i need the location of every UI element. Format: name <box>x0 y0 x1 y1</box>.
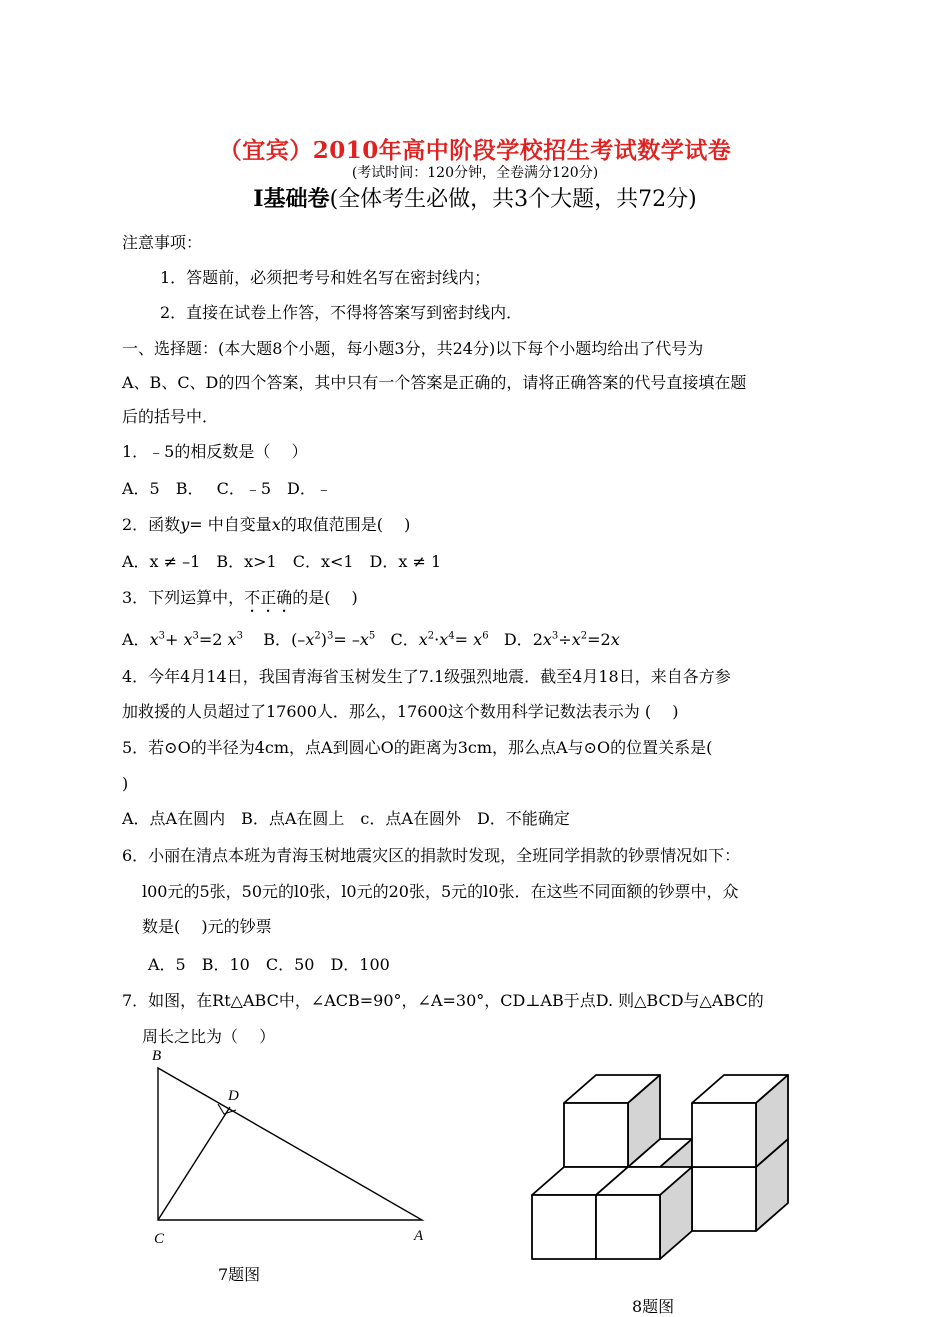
part1-intro-line1: 一、选择题：(本大题8个小题，每小题3分，共24分)以下每个小题均给出了代号为 <box>122 339 704 358</box>
q5-line1: 5．若⊙O的半径为4cm，点A到圆心O的距离为3cm，那么点A与⊙O的位置关系是( <box>122 738 713 757</box>
figure-7-caption: 7题图 <box>218 1265 261 1284</box>
q2-stem-b: = 中自变量 <box>189 515 272 534</box>
q4-line2: 加救援的人员超过了17600人．那么，17600这个数用科学记数法表示为 ( ) <box>122 702 679 721</box>
q3-opt-d-label: D． <box>503 630 533 649</box>
q2-options: A．x ≠ –1 B．x>1 C．x<1 D．x ≠ 1 <box>122 552 442 571</box>
q3-stem-a: 3．下列运算中， <box>122 588 245 607</box>
part1-intro-line2: A、B、C、D的四个答案，其中只有一个答案是正确的，请将正确答案的代号直接填在题 <box>122 373 747 392</box>
q7-line1: 7．如图，在Rt△ABC中，∠ACB=90°，∠A=30°，CD⊥AB于点D. 则△BCD与△ABC的 <box>122 991 764 1010</box>
q4-line1: 4．今年4月14日，我国青海省玉树发生了7.1级强烈地震．截至4月18日，来自各方参 <box>122 667 731 686</box>
label-a: A <box>414 1228 424 1244</box>
section-heading-rest: (全体考生必做，共3个大题，共72分) <box>329 187 697 212</box>
figure-7-triangle <box>130 1040 450 1255</box>
section-heading <box>0 182 950 213</box>
q2-stem <box>122 514 410 536</box>
cube-right-upper-front-face <box>692 1103 756 1167</box>
q6-line3: 数是( )元的钞票 <box>142 917 272 936</box>
label-c: C <box>154 1231 165 1247</box>
cube-upper-left-front-face <box>564 1103 628 1167</box>
exam-subtitle: (考试时间：120分钟，全卷满分120分) <box>351 165 599 181</box>
q1-options: A．5 B． C．﹣5 D．﹣ <box>122 479 332 498</box>
cube-front-right-front-face <box>596 1195 660 1259</box>
altitude-cd <box>158 1107 230 1220</box>
q2-var-y: y <box>180 515 190 534</box>
section-heading-bold: Ⅰ基础卷 <box>253 186 330 212</box>
cube-front-left-front-face <box>532 1195 596 1259</box>
triangle-abc <box>158 1068 422 1220</box>
q6-line1: 6．小丽在清点本班为青海玉树地震灾区的捐款时发现，全班同学捐款的钞票情况如下： <box>122 846 741 865</box>
notes-heading: 注意事项： <box>122 233 203 252</box>
q3-opt-a-label: A． <box>122 630 150 649</box>
q3-opt-b-label: B． <box>263 630 292 649</box>
q3-stem-emphasis: 不正确 <box>244 588 293 607</box>
part1-intro-line3: 后的括号中． <box>122 407 219 426</box>
label-b: B <box>152 1048 162 1064</box>
exam-title: （宜宾）2010年高中阶段学校招生考试数学试卷 <box>218 137 732 164</box>
note-item-1: 1．答题前，必须把考号和姓名写在密封线内； <box>160 268 491 287</box>
right-angle-mark <box>218 1104 236 1114</box>
q5-line2: ) <box>122 774 129 793</box>
cube-right-lower-front-face <box>692 1167 756 1231</box>
q3-stem <box>122 587 358 616</box>
q2-stem-a: 2．函数 <box>122 515 181 534</box>
q5-options: A．点A在圆内 B．点A在圆上 c．点A在圆外 D．不能确定 <box>122 809 570 828</box>
label-d: D <box>228 1088 239 1104</box>
q6-line2: l00元的5张，50元的l0张，l0元的20张，5元的l0张．在这些不同面额的钞票中，众 <box>142 882 739 901</box>
q3-options: A．$x^3+ x^3=2$ $x^3$ B．$(-x^2)^3= -x^5$ C．$x^2\cdot x^4= x^6$ D．$2x^3\div x^2=2x$ <box>122 630 620 649</box>
q2-var-x: x <box>271 515 281 534</box>
q1-stem: 1．﹣5的相反数是（ ） <box>122 442 308 461</box>
q3-opt-c-label: C． <box>390 630 419 649</box>
figure-8-cubes <box>520 1065 800 1265</box>
q6-options: A．5 B．10 C．50 D．100 <box>148 955 390 974</box>
figure-8-caption: 8题图 <box>632 1297 675 1316</box>
q2-stem-c: 的取值范围是( ) <box>280 515 411 534</box>
q7-line2: 周长之比为（ ） <box>142 1027 276 1046</box>
note-item-2: 2．直接在试卷上作答，不得将答案写到密封线内． <box>160 303 523 322</box>
q3-stem-b: 的是( ) <box>292 588 358 607</box>
